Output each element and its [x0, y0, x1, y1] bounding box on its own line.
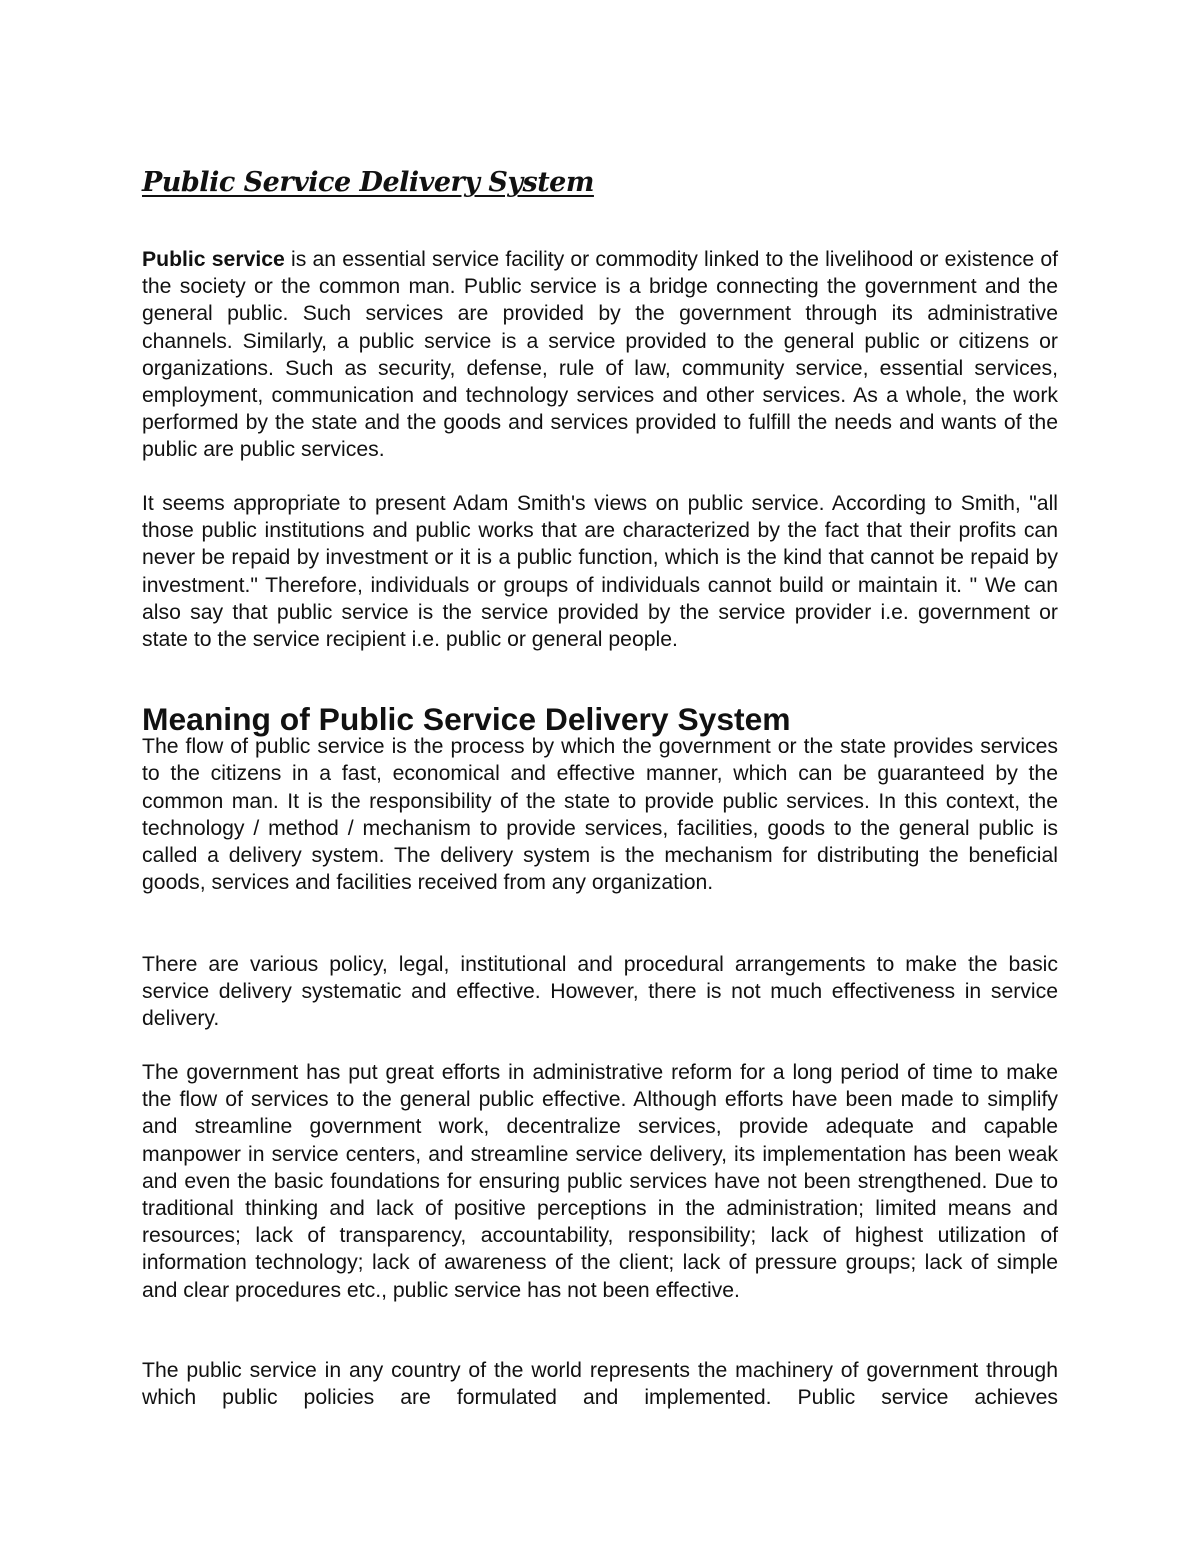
intro-paragraph — [142, 246, 1058, 464]
reform-block — [142, 1059, 1058, 1304]
document-title: Public Service Delivery System — [142, 167, 594, 198]
intro-block — [142, 246, 1058, 464]
machinery-block — [142, 1357, 1058, 1411]
arrangements-paragraph: There are various policy, legal, institutional and procedural arrangements to make the basic service delivery systematic and effective. However, there is not much effectiveness in service delivery. — [142, 953, 1058, 1031]
reform-paragraph: The government has put great efforts in administrative reform for a long period of time to make the flow of services to the general public effective. Although efforts have been made to simplify and streamline government work, decentralize services, provide adequate and capable manpower in service centers, and streamline service delivery, its implementation has been weak and even the basic foundations for ensuring public services have not been strengthened. Due to traditional thinking and lack of positive perceptions in the administration; limited means and resources; lack of transparency, accountability, responsibility; lack of highest utilization of information technology; lack of awareness of the client; lack of pressure groups; lack of simple and clear procedures etc., public service has not been effective. — [142, 1061, 1058, 1302]
arrangements-block — [142, 951, 1058, 1033]
meaning-paragraph: The flow of public service is the process by which the government or the state provides services to the citizens in a fast, economical and effective manner, which can be guaranteed by the common man. It is the responsibility of the state to provide public services. In this context, the technology / method / mechanism to provide services, facilities, goods to the general public is called a delivery system. The delivery system is the mechanism for distributing the beneficial goods, services and facilities received from any organization. — [142, 735, 1058, 895]
meaning-block — [142, 701, 1058, 896]
machinery-paragraph: The public service in any country of the world represents the machinery of government through which public policies are formulated and implemented. Public service achieves — [142, 1359, 1058, 1410]
smith-paragraph: It seems appropriate to present Adam Smith's views on public service. According to Smith, "all those public institutions and public works that are characterized by the fact that their profits can never be repaid by investment or it is a public function, which is the kind that cannot be repaid by investment." Therefore, individuals or groups of individuals cannot build or maintain it. " We can also say that public service is the service provided by the service provider i.e. government or state to the service recipient i.e. public or general people. — [142, 492, 1058, 652]
intro-lead-term: Public service — [142, 248, 285, 271]
intro-text: is an essential service facility or commodity linked to the livelihood or existence of the society or the common man. Public service is a bridge connecting the government and the general public. Such services are provided by the government through its administrative channels. Similarly, a public service is a service provided to the general public or citizens or organizations. Such as security, defense, rule of law, community service, essential services, employment, communication and technology services and other services. As a whole, the work performed by the state and the goods and services provided to fulfill the needs and wants of the public are public services. — [142, 248, 1058, 462]
meaning-heading: Meaning of Public Service Delivery System — [142, 701, 791, 737]
smith-block — [142, 490, 1058, 653]
